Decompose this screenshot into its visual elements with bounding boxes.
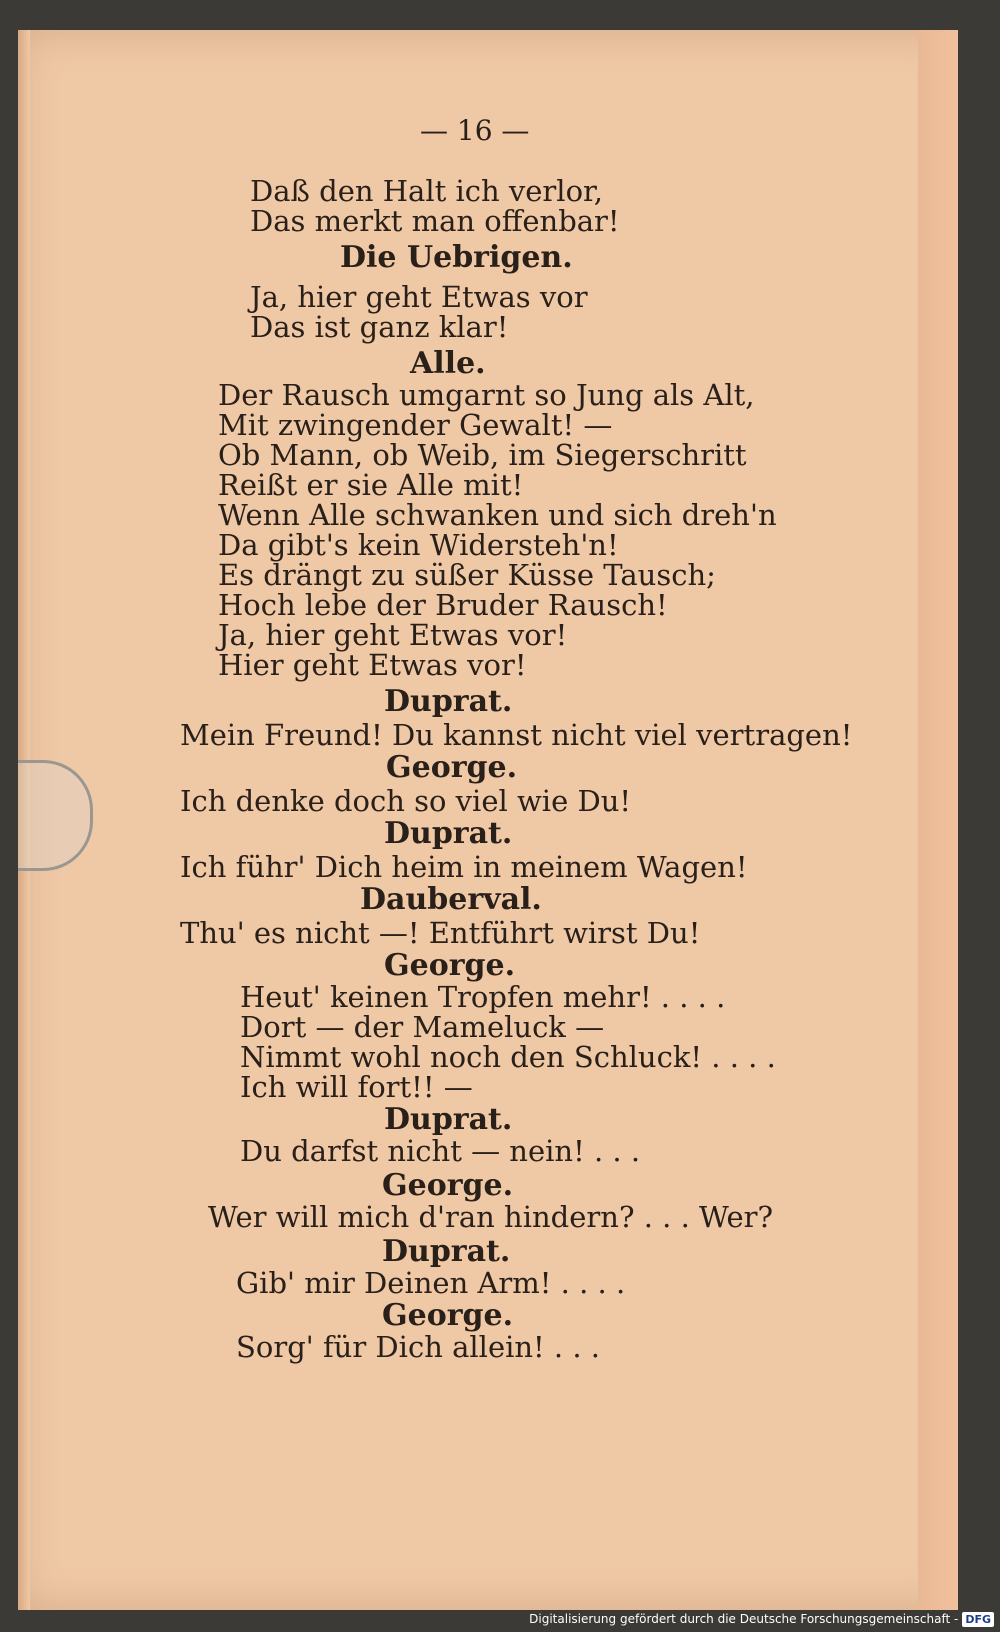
verse-line: Wenn Alle schwanken und sich dreh'n <box>218 498 777 532</box>
speaker-name: Duprat. <box>384 816 513 851</box>
speaker-name: Duprat. <box>384 684 513 719</box>
verse-line: Ich denke doch so viel wie Du! <box>180 784 632 818</box>
speaker-name: George. <box>382 1298 514 1333</box>
verse-line: Gib' mir Deinen Arm! . . . . <box>236 1266 626 1300</box>
verse-line: Heut' keinen Tropfen mehr! . . . . <box>240 980 726 1014</box>
speaker-name: Die Uebrigen. <box>340 240 573 275</box>
dfg-logo: DFG <box>962 1612 994 1627</box>
speaker-name: George. <box>382 1168 514 1203</box>
verse-line: Das merkt man offenbar! <box>250 204 620 238</box>
speaker-name: Alle. <box>410 346 486 381</box>
verse-line: Hoch lebe der Bruder Rausch! <box>218 588 668 622</box>
verse-line: Thu' es nicht —! Entführt wirst Du! <box>180 916 701 950</box>
verse-line: Ja, hier geht Etwas vor <box>250 280 588 314</box>
verse-line: Dort — der Mameluck — <box>240 1010 605 1044</box>
verse-line: Ob Mann, ob Weib, im Siegerschritt <box>218 438 747 472</box>
footer-text: Digitalisierung gefördert durch die Deutsche Forschungsgemeinschaft - <box>529 1612 959 1626</box>
book-page <box>18 30 958 1610</box>
verse-line: Ja, hier geht Etwas vor! <box>218 618 568 652</box>
verse-line: Daß den Halt ich verlor, <box>250 174 603 208</box>
verse-line: Es drängt zu süßer Küsse Tausch; <box>218 558 716 592</box>
verse-line: Mein Freund! Du kannst nicht viel vertragen! <box>180 718 853 752</box>
verse-line: Nimmt wohl noch den Schluck! . . . . <box>240 1040 776 1074</box>
speaker-name: Dauberval. <box>360 882 542 917</box>
verse-line: Der Rausch umgarnt so Jung als Alt, <box>218 378 755 412</box>
verse-line: Hier geht Etwas vor! <box>218 648 527 682</box>
speaker-name: Duprat. <box>382 1234 511 1269</box>
page-text <box>18 30 958 1610</box>
page-number: — 16 — <box>420 114 530 147</box>
verse-line: Das ist ganz klar! <box>250 310 509 344</box>
speaker-name: Duprat. <box>384 1102 513 1137</box>
digitization-footer <box>529 1608 994 1630</box>
verse-line: Wer will mich d'ran hindern? . . . Wer? <box>208 1200 774 1234</box>
verse-line: Ich will fort!! — <box>240 1070 473 1104</box>
verse-line: Ich führ' Dich heim in meinem Wagen! <box>180 850 748 884</box>
verse-line: Da gibt's kein Widersteh'n! <box>218 528 619 562</box>
speaker-name: George. <box>384 948 516 983</box>
speaker-name: George. <box>386 750 518 785</box>
verse-line: Du darfst nicht — nein! . . . <box>240 1134 641 1168</box>
verse-line: Reißt er sie Alle mit! <box>218 468 524 502</box>
verse-line: Sorg' für Dich allein! . . . <box>236 1330 601 1364</box>
verse-line: Mit zwingender Gewalt! — <box>218 408 613 442</box>
